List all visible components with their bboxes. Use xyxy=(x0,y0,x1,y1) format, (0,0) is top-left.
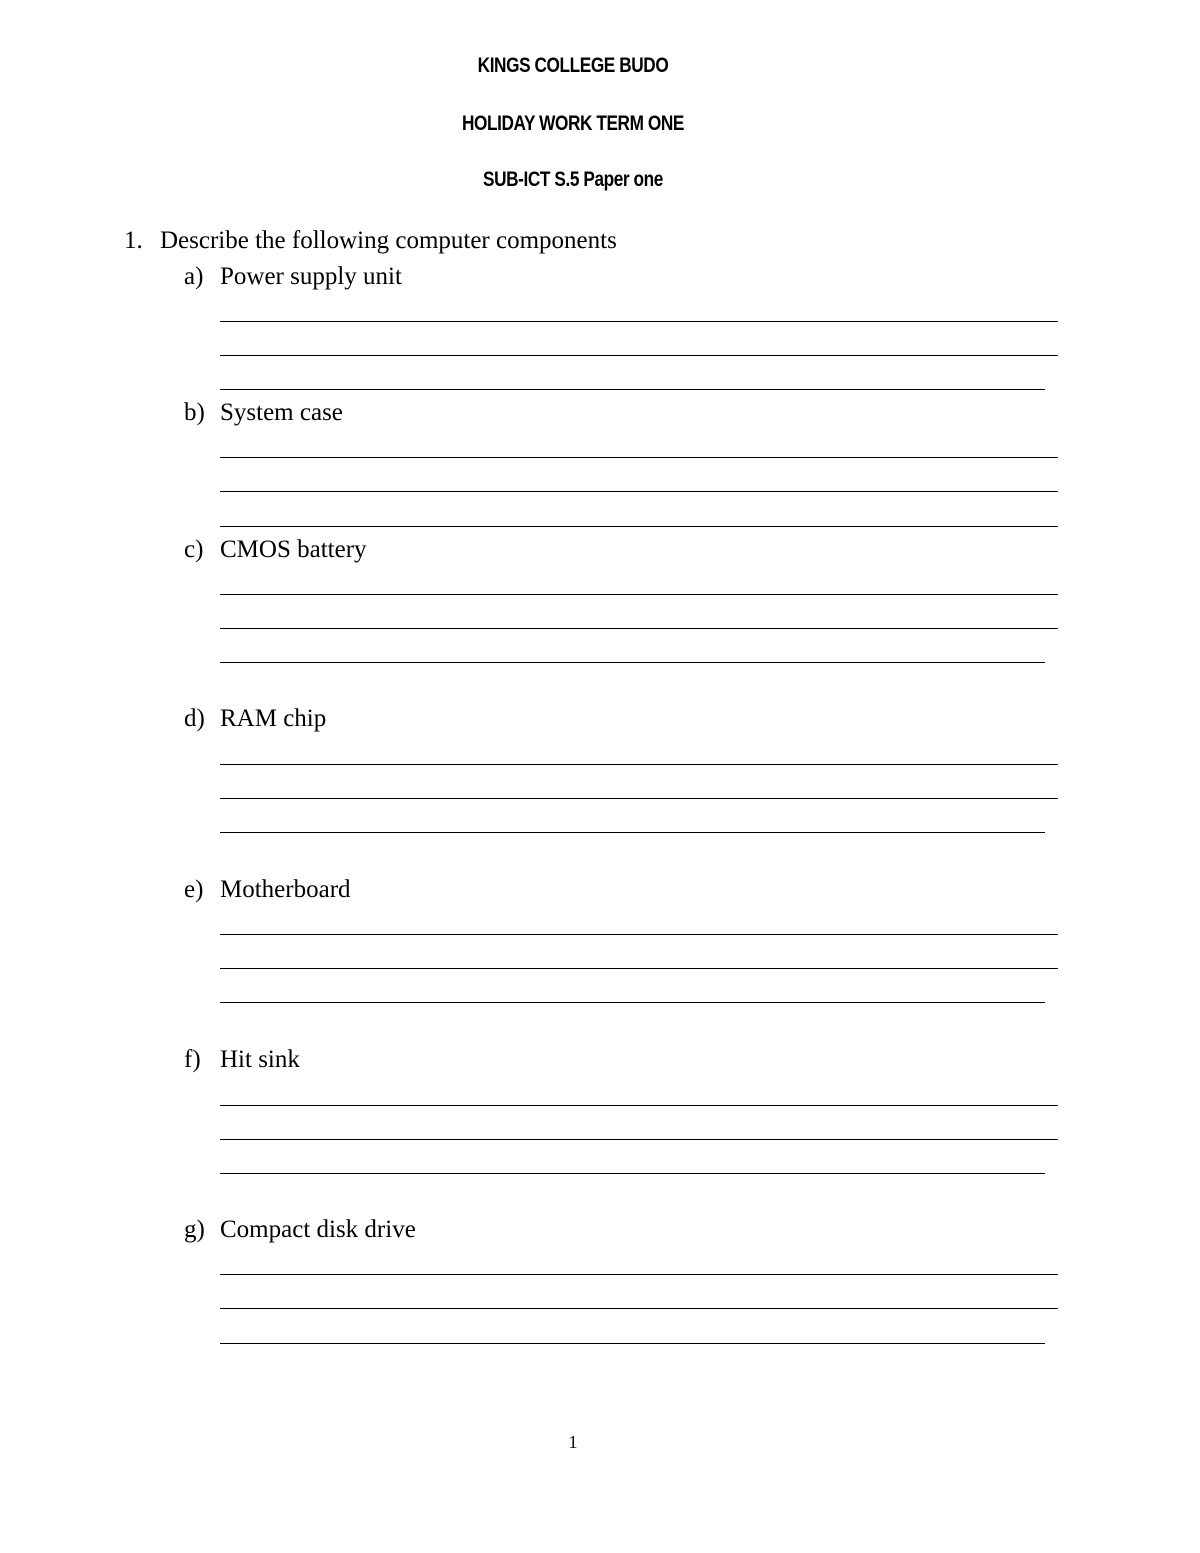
answer-line[interactable] xyxy=(220,1308,1058,1309)
item-letter: g) xyxy=(184,1216,205,1243)
subject-title: SUB-ICT S.5 Paper one xyxy=(483,168,663,191)
item-label: Power supply unit xyxy=(220,263,402,290)
item-b xyxy=(184,398,343,428)
answer-line[interactable] xyxy=(220,1139,1058,1140)
school-name: KINGS COLLEGE BUDO xyxy=(477,54,669,77)
answer-line[interactable] xyxy=(220,491,1058,492)
item-d xyxy=(184,704,326,734)
item-label: Hit sink xyxy=(220,1046,300,1073)
answer-line[interactable] xyxy=(220,662,1045,663)
item-letter: c) xyxy=(184,536,204,563)
answer-line[interactable] xyxy=(220,628,1058,629)
answer-line[interactable] xyxy=(220,389,1045,390)
document-title: HOLIDAY WORK TERM ONE xyxy=(462,112,684,135)
item-label: Motherboard xyxy=(220,876,351,903)
answer-line[interactable] xyxy=(220,1173,1045,1174)
item-letter: b) xyxy=(184,399,205,426)
question-number: 1. xyxy=(124,227,143,254)
answer-line[interactable] xyxy=(220,1343,1045,1344)
item-label: Compact disk drive xyxy=(220,1216,416,1243)
answer-line[interactable] xyxy=(220,1002,1045,1003)
answer-line[interactable] xyxy=(220,526,1058,527)
item-letter: d) xyxy=(184,705,205,732)
item-label: CMOS battery xyxy=(220,536,367,563)
answer-line[interactable] xyxy=(220,594,1058,595)
answer-line[interactable] xyxy=(220,1274,1058,1275)
item-letter: e) xyxy=(184,876,204,903)
item-c xyxy=(184,535,367,565)
item-label: RAM chip xyxy=(220,705,327,732)
answer-line[interactable] xyxy=(220,457,1058,458)
question-1 xyxy=(124,226,617,256)
answer-line[interactable] xyxy=(220,934,1058,935)
question-text: Describe the following computer components xyxy=(160,227,617,254)
answer-line[interactable] xyxy=(220,798,1058,799)
item-label: System case xyxy=(220,399,343,426)
answer-line[interactable] xyxy=(220,764,1058,765)
answer-line[interactable] xyxy=(220,1105,1058,1106)
item-letter: a) xyxy=(184,263,204,290)
answer-line[interactable] xyxy=(220,355,1058,356)
answer-line[interactable] xyxy=(220,321,1058,322)
item-letter: f) xyxy=(184,1046,201,1073)
page-number: 1 xyxy=(568,1432,578,1452)
answer-line[interactable] xyxy=(220,832,1045,833)
item-f xyxy=(184,1045,300,1075)
answer-line[interactable] xyxy=(220,968,1058,969)
item-a xyxy=(184,262,402,292)
item-e xyxy=(184,875,351,905)
item-g xyxy=(184,1215,416,1245)
